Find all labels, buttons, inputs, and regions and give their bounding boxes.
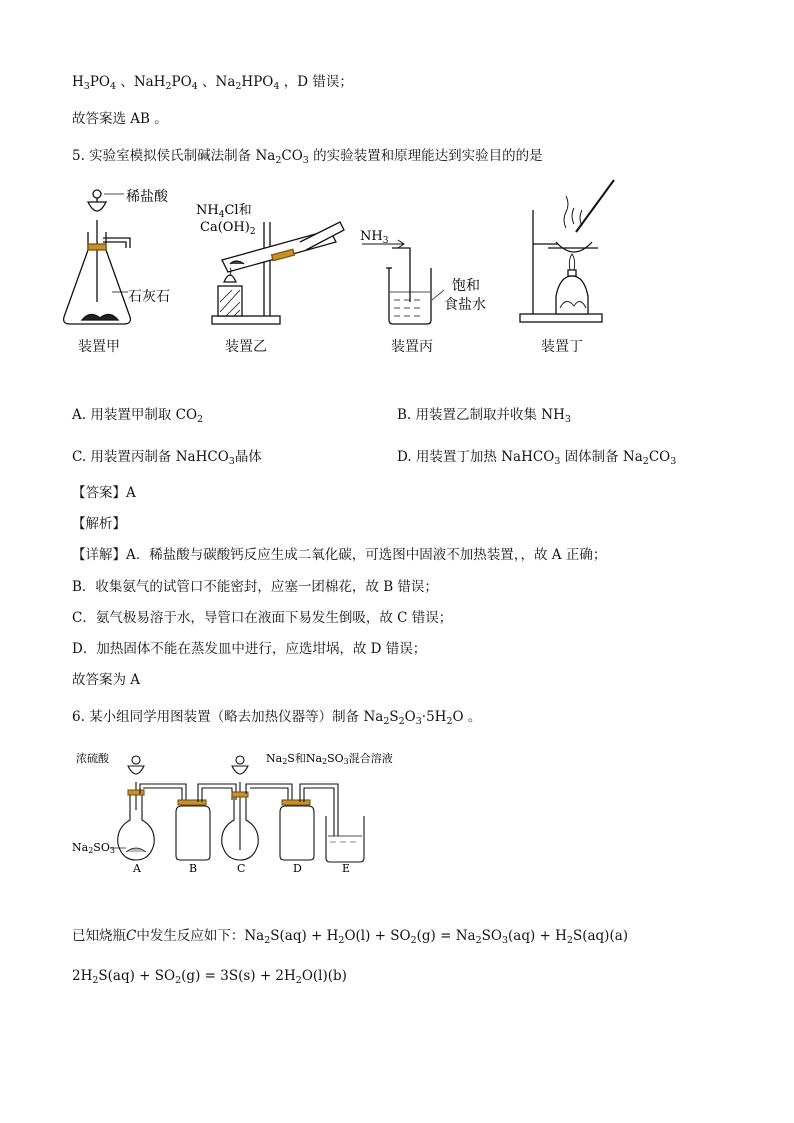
- q5-stem: 5. 实验室模拟侯氏制碱法制备 $Na_2CO_3$ 的实验装置和原理能达到实验目的的是: [72, 148, 543, 166]
- q6-letter-e: E: [342, 862, 351, 875]
- jia-solid-label: 石灰石: [128, 289, 170, 305]
- jia-acid-label: 稀盐酸: [126, 189, 168, 205]
- yi-reagent-line1: $NH_4Cl$和: [196, 203, 252, 220]
- q6-known-reaction-b: $2H_2S(aq) + SO_2(g) = 3S(s) + 2H_2O(l)(b)$: [72, 968, 347, 986]
- label-jia: 装置甲: [78, 339, 120, 355]
- q6-letter-c: C: [237, 862, 246, 875]
- q6-letter-b: B: [189, 862, 198, 875]
- q5-answer: 【答案】A: [72, 485, 136, 501]
- prev-answer-line-1: $H_3PO_4$ 、$NaH_2PO_4$ 、$Na_2HPO_4$ ，D 错误；: [72, 74, 353, 92]
- q6-apparatus-figure: [0, 740, 794, 875]
- q6-mix-label: Na2S和Na2SO3混合溶液: [266, 752, 393, 766]
- q6-na2so3-label: Na2SO3: [72, 841, 115, 855]
- bing-nh3-label: $NH_3$: [360, 229, 389, 246]
- q5-conclusion: 故答案为 A: [72, 672, 141, 688]
- q5-analysis-tag: 【解析】: [72, 516, 126, 532]
- label-bing: 装置丙: [391, 339, 433, 355]
- label-ding: 装置丁: [541, 339, 583, 355]
- prev-answer-suffix: ，D 错误；: [283, 74, 353, 90]
- label-yi: 装置乙: [225, 339, 267, 355]
- yi-reagent-line2: $Ca(OH)_2$: [200, 220, 256, 237]
- apparatus-jia: [64, 190, 131, 324]
- bing-liquid-line2: 食盐水: [444, 297, 486, 313]
- q5-detail-c: C．氨气极易溶于水，导管口在液面下易发生倒吸，故 C 错误；: [72, 610, 453, 626]
- apparatus-ding: [520, 180, 614, 322]
- q6-acid-label: 浓硫酸: [76, 752, 109, 765]
- apparatus-yi: [212, 222, 344, 324]
- q6-known-reaction-a: 已知烧瓶C中发生反应如下：$Na_2S(aq) + H_2O(l) + SO_2(g) = Na_2SO_3(aq) + H_2S(aq)(a)$: [72, 928, 629, 946]
- apparatus-bing: [362, 240, 444, 324]
- q6-stem: 6. 某小组同学用图装置（略去加热仪器等）制备 $Na_2S_2O_3\cdot 5H_2O$ 。: [72, 709, 482, 727]
- prev-answer-line-2: 故答案选 AB 。: [72, 111, 168, 127]
- q5-detail-b: B．收集氨气的试管口不能密封，应塞一团棉花，故 B 错误；: [72, 579, 438, 595]
- q5-option-d[interactable]: D. 用装置丁加热 NaHCO$_3$ 固体制备 $Na_2CO_3$: [397, 449, 677, 467]
- q6-letter-d: D: [293, 862, 302, 875]
- q5-option-b[interactable]: B. 用装置乙制取并收集 $NH_3$: [397, 407, 571, 425]
- q5-option-a[interactable]: A. 用装置甲制取 $CO_2$: [72, 407, 204, 425]
- q6-letter-a: A: [133, 862, 141, 875]
- bing-liquid-line1: 饱和: [452, 278, 480, 294]
- q5-option-c[interactable]: C. 用装置丙制备 NaHCO$_3$晶体: [72, 449, 262, 467]
- q5-detail-d: D．加热固体不能在蒸发皿中进行，应选坩埚，故 D 错误；: [72, 641, 427, 657]
- q5-detail-a: 【详解】A．稀盐酸与碳酸钙反应生成二氧化碳，可选图中固液不加热装置，，故 A 正确；: [72, 547, 607, 563]
